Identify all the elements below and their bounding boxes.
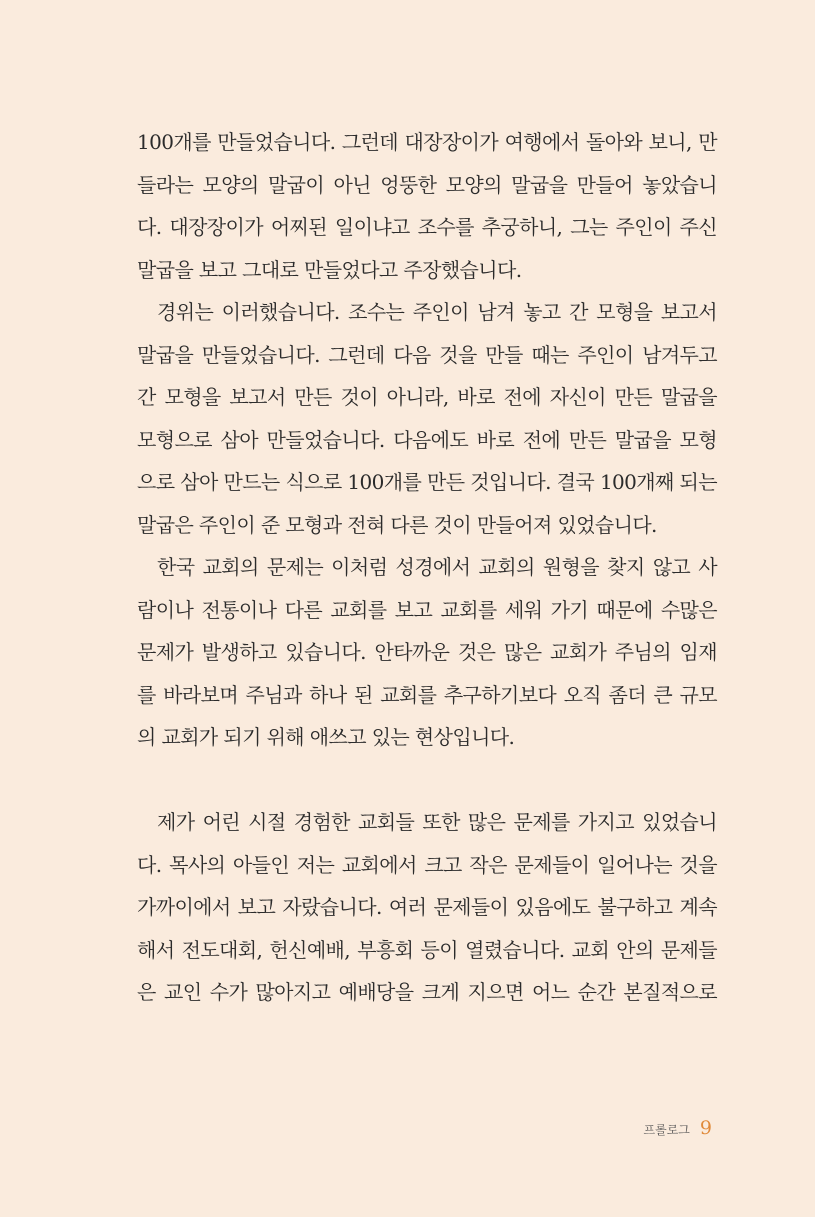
text-line: 간 모형을 보고서 만든 것이 아니라, 바로 전에 자신이 만든 말굽을 — [137, 385, 717, 409]
page-footer — [644, 1117, 712, 1147]
text-line: 경위는 이러했습니다. 조수는 주인이 남겨 놓고 간 모형을 보고서 — [157, 300, 717, 324]
text-line: 제가 어린 시절 경험한 교회들 또한 많은 문제를 가지고 있었습니 — [157, 810, 717, 834]
text-line: 모형으로 삼아 만들었습니다. 다음에도 바로 전에 만든 말굽을 모형 — [137, 427, 717, 452]
text-line: 으로 삼아 만드는 식으로 100개를 만든 것입니다. 결국 100개째 되는 — [137, 470, 717, 494]
body-text — [137, 121, 717, 1014]
text-line: 해서 전도대회, 헌신예배, 부흥회 등이 열렸습니다. 교회 안의 문제들 — [137, 937, 717, 962]
text-line: 말굽은 주인이 준 모형과 전혀 다른 것이 만들어져 있었습니다. — [137, 512, 657, 537]
text-line: 가까이에서 보고 자랐습니다. 여러 문제들이 있음에도 불구하고 계속 — [137, 895, 717, 919]
text-line: 다. 대장장이가 어찌된 일이냐고 조수를 추궁하니, 그는 주인이 주신 — [137, 215, 717, 239]
text-line: 의 교회가 되기 위해 애쓰고 있는 현상입니다. — [137, 725, 515, 749]
text-line: 말굽을 보고 그대로 만들었다고 주장했습니다. — [137, 257, 522, 282]
text-line: 은 교인 수가 많아지고 예배당을 크게 지으면 어느 순간 본질적으로 — [137, 980, 717, 1004]
text-line: 한국 교회의 문제는 이처럼 성경에서 교회의 원형을 찾지 않고 사 — [157, 555, 717, 579]
text-line: 들라는 모양의 말굽이 아닌 엉뚱한 모양의 말굽을 만들어 놓았습니 — [137, 172, 717, 197]
text-line: 람이나 전통이나 다른 교회를 보고 교회를 세워 가기 때문에 수많은 — [137, 597, 717, 622]
paragraph-gap — [137, 759, 717, 802]
page-number: 9 — [699, 1117, 712, 1139]
running-section-title: 프롤로그 — [643, 1123, 690, 1137]
text-line: 말굽을 만들었습니다. 그런데 다음 것을 만들 때는 주인이 남겨두고 — [137, 342, 717, 367]
text-line: 를 바라보며 주님과 하나 된 교회를 추구하기보다 오직 좀더 큰 규모 — [137, 682, 717, 707]
text-line: 100개를 만들었습니다. 그런데 대장장이가 여행에서 돌아와 보니, 만 — [137, 130, 717, 154]
text-line: 다. 목사의 아들인 저는 교회에서 크고 작은 문제들이 일어나는 것을 — [137, 852, 717, 877]
text-line: 문제가 발생하고 있습니다. 안타까운 것은 많은 교회가 주님의 임재 — [137, 640, 717, 664]
